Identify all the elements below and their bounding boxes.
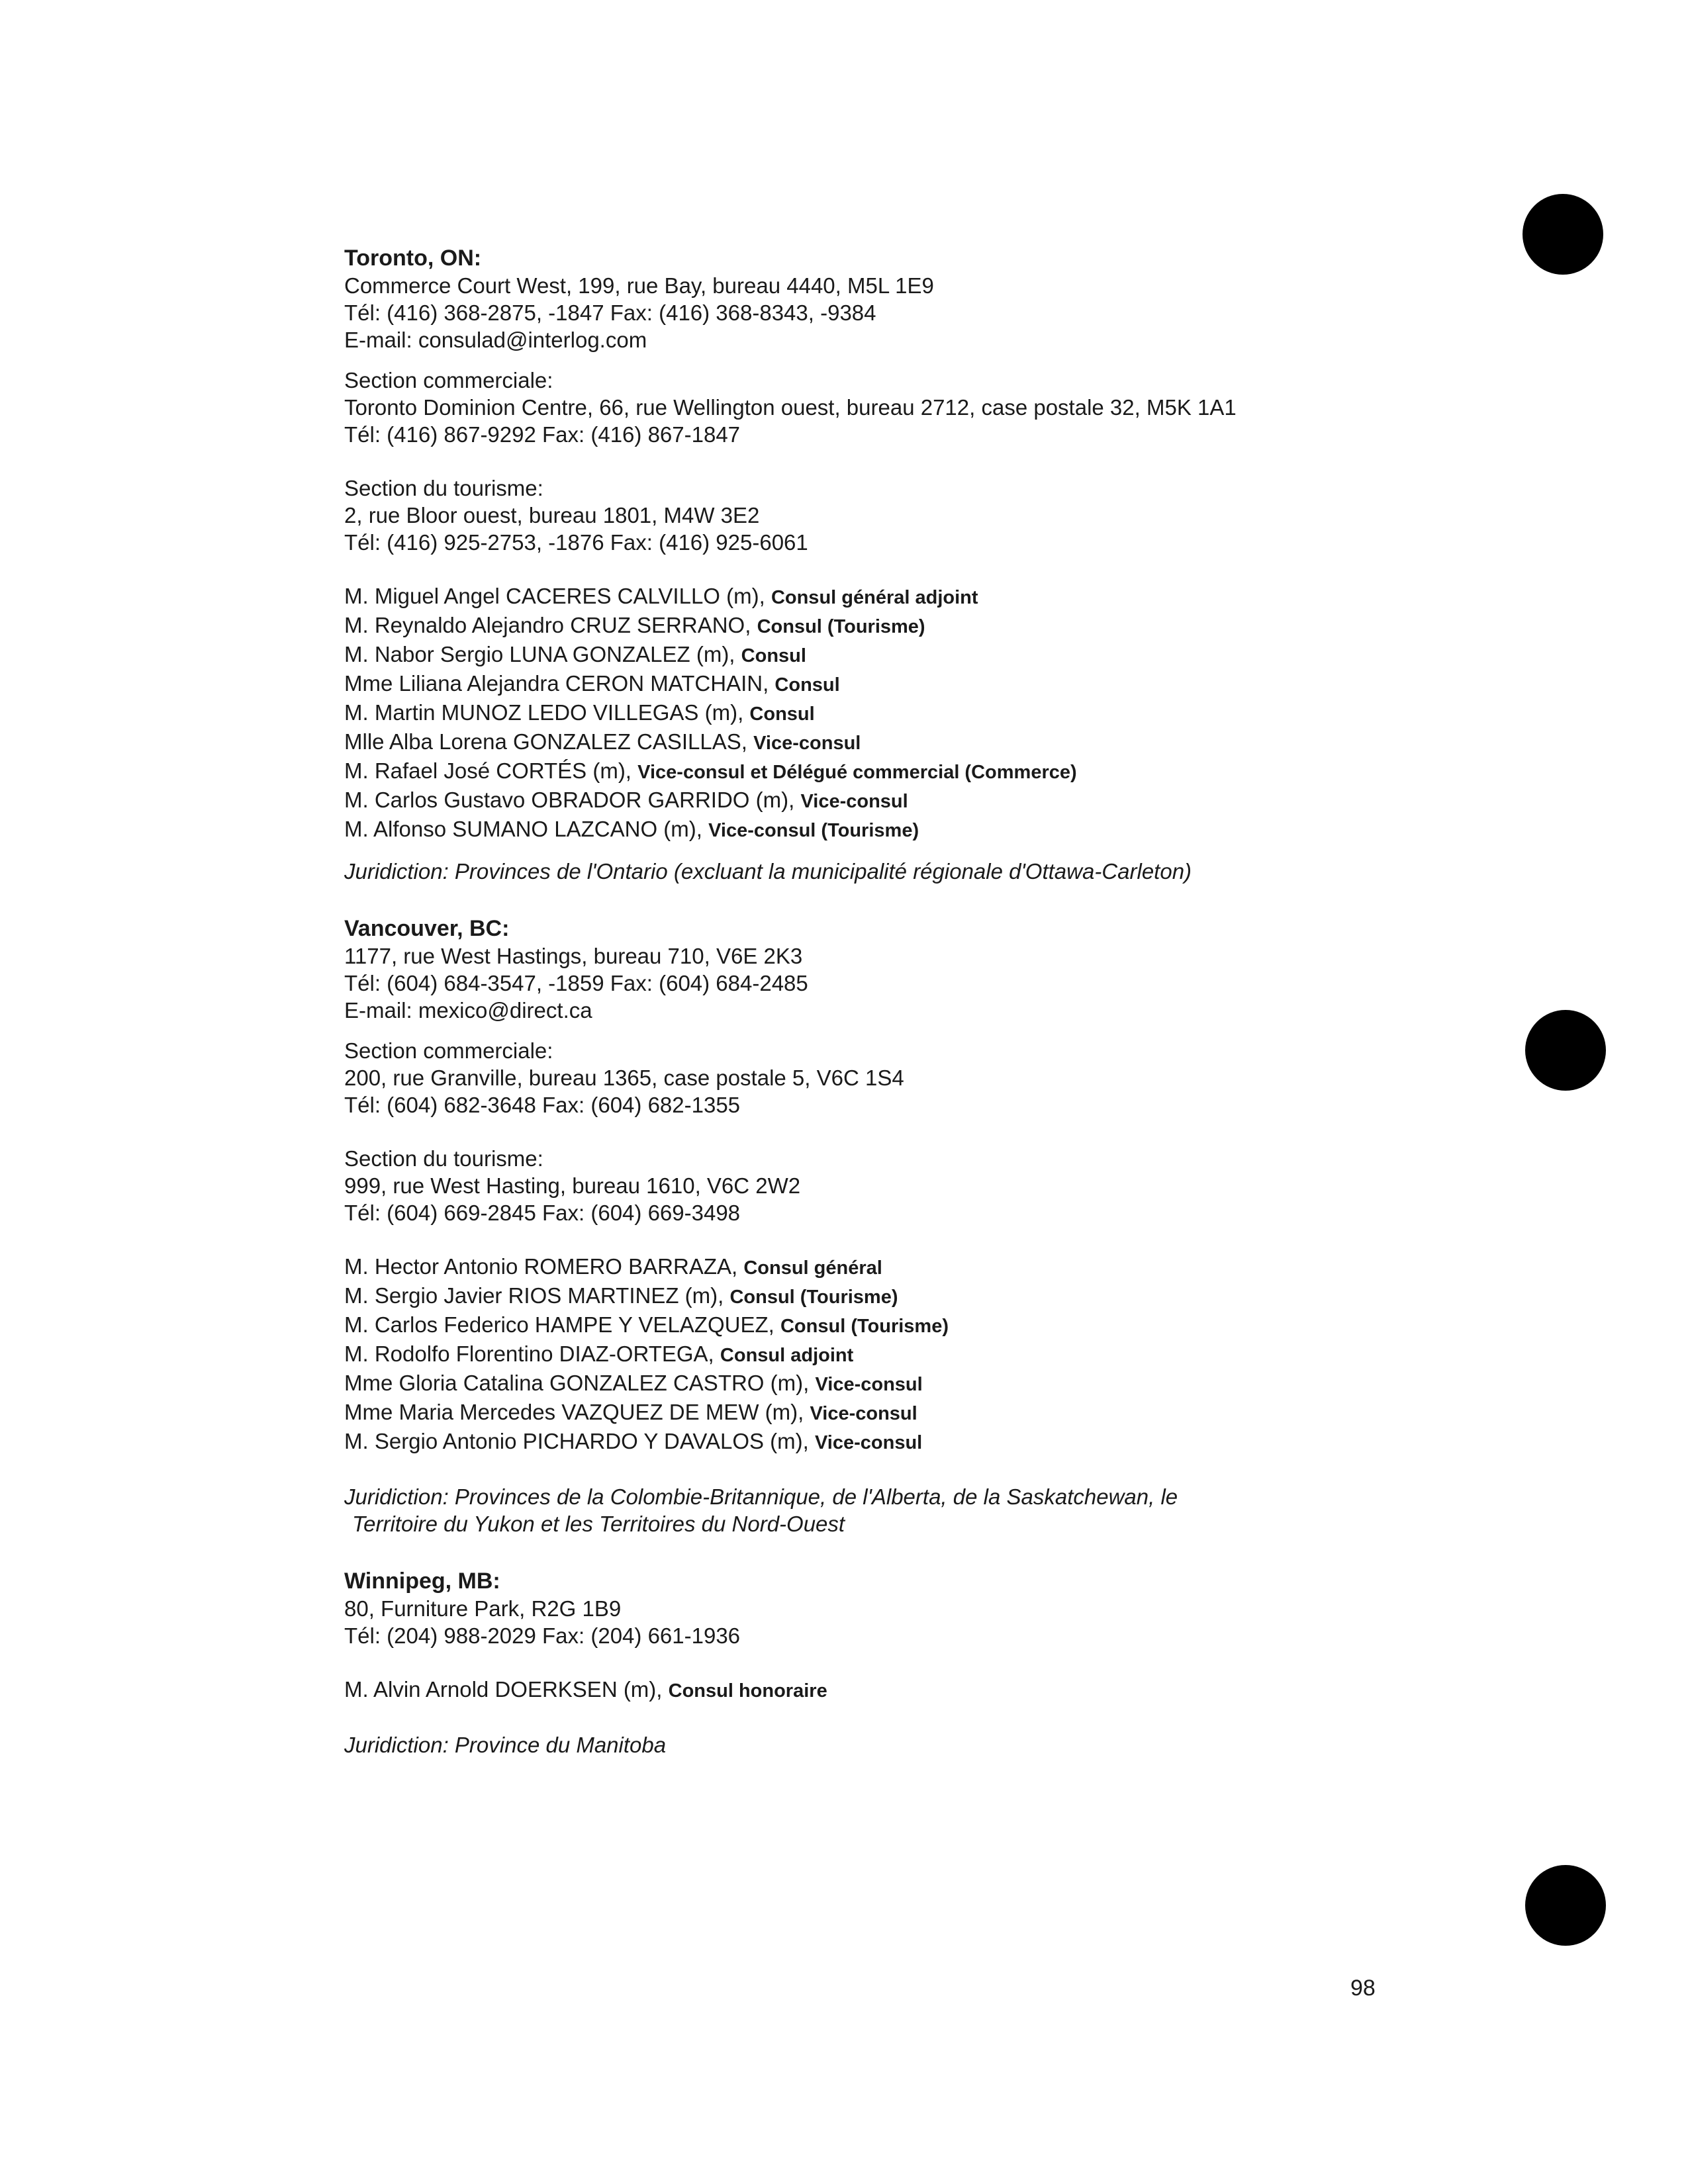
- office-city: Winnipeg, MB:: [344, 1569, 500, 1594]
- staff-title: Vice-consul: [800, 791, 908, 812]
- staff-entry: [344, 815, 1549, 844]
- office-phone: Tél: (604) 684-3547, -1859 Fax: (604) 684-2485: [344, 971, 808, 995]
- commercial-heading: Section commerciale:: [344, 1038, 553, 1063]
- staff-entry: [344, 641, 1549, 670]
- staff-name: M. Alvin Arnold DOERKSEN (m),: [344, 1677, 663, 1702]
- office-city: Toronto, ON:: [344, 246, 482, 271]
- staff-title: Vice-consul: [810, 1403, 917, 1424]
- staff-title: Consul: [749, 704, 815, 725]
- commercial-phone: Tél: (416) 867-9292 Fax: (416) 867-1847: [344, 422, 741, 447]
- tourism-address: 999, rue West Hasting, bureau 1610, V6C 2W2: [344, 1173, 801, 1198]
- staff-title: Vice-consul: [814, 1432, 923, 1453]
- staff-name: M. Carlos Federico HAMPE Y VELAZQUEZ,: [344, 1312, 774, 1337]
- staff-name: M. Miguel Angel CACERES CALVILLO (m),: [344, 584, 765, 608]
- commercial-phone: Tél: (604) 682-3648 Fax: (604) 682-1355: [344, 1093, 741, 1117]
- staff-entry: [344, 1428, 1549, 1457]
- staff-name: M. Rafael José CORTÉS (m),: [344, 758, 632, 783]
- office-phone: Tél: (416) 368-2875, -1847 Fax: (416) 368-8343, -9384: [344, 300, 876, 325]
- staff-list: [344, 1676, 1549, 1705]
- jurisdiction-note-continued: Territoire du Yukon et les Territoires du Nord-Ouest: [352, 1512, 845, 1536]
- staff-entry: [344, 1369, 1549, 1398]
- staff-name: M. Alfonso SUMANO LAZCANO (m),: [344, 817, 702, 841]
- staff-entry: [344, 582, 1549, 612]
- staff-list: [344, 1253, 1549, 1457]
- tourism-address: 2, rue Bloor ouest, bureau 1801, M4W 3E2: [344, 503, 760, 527]
- staff-entry: [344, 786, 1549, 815]
- commercial-address: Toronto Dominion Centre, 66, rue Wellington ouest, bureau 2712, case postale 32, M5K 1A1: [344, 395, 1237, 420]
- tourism-phone: Tél: (604) 669-2845 Fax: (604) 669-3498: [344, 1201, 741, 1225]
- office-toronto: [344, 245, 1549, 885]
- staff-name: M. Sergio Javier RIOS MARTINEZ (m),: [344, 1283, 724, 1308]
- staff-title: Consul général: [743, 1257, 882, 1279]
- staff-title: Consul (Tourisme): [780, 1316, 949, 1337]
- staff-title: Consul: [741, 645, 806, 666]
- staff-name: Mme Liliana Alejandra CERON MATCHAIN,: [344, 671, 769, 696]
- office-winnipeg: [344, 1568, 1549, 1758]
- tourism-heading: Section du tourisme:: [344, 1146, 543, 1171]
- staff-name: M. Hector Antonio ROMERO BARRAZA,: [344, 1254, 738, 1279]
- staff-title: Consul (Tourisme): [757, 616, 925, 637]
- office-phone: Tél: (204) 988-2029 Fax: (204) 661-1936: [344, 1623, 741, 1648]
- commercial-heading: Section commerciale:: [344, 368, 553, 392]
- commercial-address: 200, rue Granville, bureau 1365, case postale 5, V6C 1S4: [344, 1066, 904, 1090]
- staff-title: Consul général adjoint: [771, 587, 978, 608]
- consulate-listing: [344, 245, 1549, 1758]
- staff-list: [344, 582, 1549, 844]
- binder-hole-bottom: [1525, 1865, 1606, 1946]
- staff-name: M. Carlos Gustavo OBRADOR GARRIDO (m),: [344, 788, 795, 812]
- staff-entry: [344, 757, 1549, 786]
- staff-entry: [344, 1398, 1549, 1428]
- office-vancouver: [344, 915, 1549, 1537]
- staff-entry: [344, 1282, 1549, 1311]
- staff-title: Vice-consul: [815, 1374, 923, 1395]
- jurisdiction-note: Juridiction: Provinces de l'Ontario (excluant la municipalité régionale d'Ottawa-Carleton): [344, 859, 1192, 884]
- staff-title: Vice-consul (Tourisme): [708, 820, 919, 841]
- jurisdiction-note: Juridiction: Provinces de la Colombie-Britannique, de l'Alberta, de la Saskatchewan, le: [344, 1484, 1178, 1509]
- staff-name: M. Martin MUNOZ LEDO VILLEGAS (m),: [344, 700, 744, 725]
- tourism-heading: Section du tourisme:: [344, 476, 543, 500]
- office-email: E-mail: mexico@direct.ca: [344, 998, 592, 1023]
- staff-entry: [344, 728, 1549, 757]
- office-address: 1177, rue West Hastings, bureau 710, V6E 2K3: [344, 944, 803, 968]
- staff-entry: [344, 670, 1549, 699]
- office-email: E-mail: consulad@interlog.com: [344, 328, 647, 352]
- staff-entry: [344, 612, 1549, 641]
- staff-name: M. Nabor Sergio LUNA GONZALEZ (m),: [344, 642, 735, 666]
- staff-title: Consul adjoint: [720, 1345, 854, 1366]
- staff-title: Consul: [774, 674, 840, 696]
- staff-title: Vice-consul: [753, 733, 861, 754]
- staff-name: Mme Gloria Catalina GONZALEZ CASTRO (m),: [344, 1371, 810, 1395]
- staff-title: Consul honoraire: [668, 1680, 827, 1702]
- staff-entry: [344, 1253, 1549, 1282]
- staff-name: Mlle Alba Lorena GONZALEZ CASILLAS,: [344, 729, 747, 754]
- office-address: 80, Furniture Park, R2G 1B9: [344, 1596, 622, 1621]
- office-address: Commerce Court West, 199, rue Bay, bureau 4440, M5L 1E9: [344, 273, 934, 298]
- staff-entry: [344, 699, 1549, 728]
- staff-entry: [344, 1340, 1549, 1369]
- staff-entry: [344, 1676, 1549, 1705]
- page-number: 98: [1350, 1976, 1376, 2001]
- tourism-phone: Tél: (416) 925-2753, -1876 Fax: (416) 925-6061: [344, 530, 808, 555]
- staff-entry: [344, 1311, 1549, 1340]
- staff-title: Consul (Tourisme): [729, 1287, 898, 1308]
- staff-name: M. Sergio Antonio PICHARDO Y DAVALOS (m),: [344, 1429, 809, 1453]
- staff-name: Mme Maria Mercedes VAZQUEZ DE MEW (m),: [344, 1400, 804, 1424]
- staff-title: Vice-consul et Délégué commercial (Commerce): [637, 762, 1077, 783]
- jurisdiction-note: Juridiction: Province du Manitoba: [344, 1733, 667, 1757]
- office-city: Vancouver, BC:: [344, 916, 510, 941]
- staff-name: M. Reynaldo Alejandro CRUZ SERRANO,: [344, 613, 751, 637]
- staff-name: M. Rodolfo Florentino DIAZ-ORTEGA,: [344, 1342, 714, 1366]
